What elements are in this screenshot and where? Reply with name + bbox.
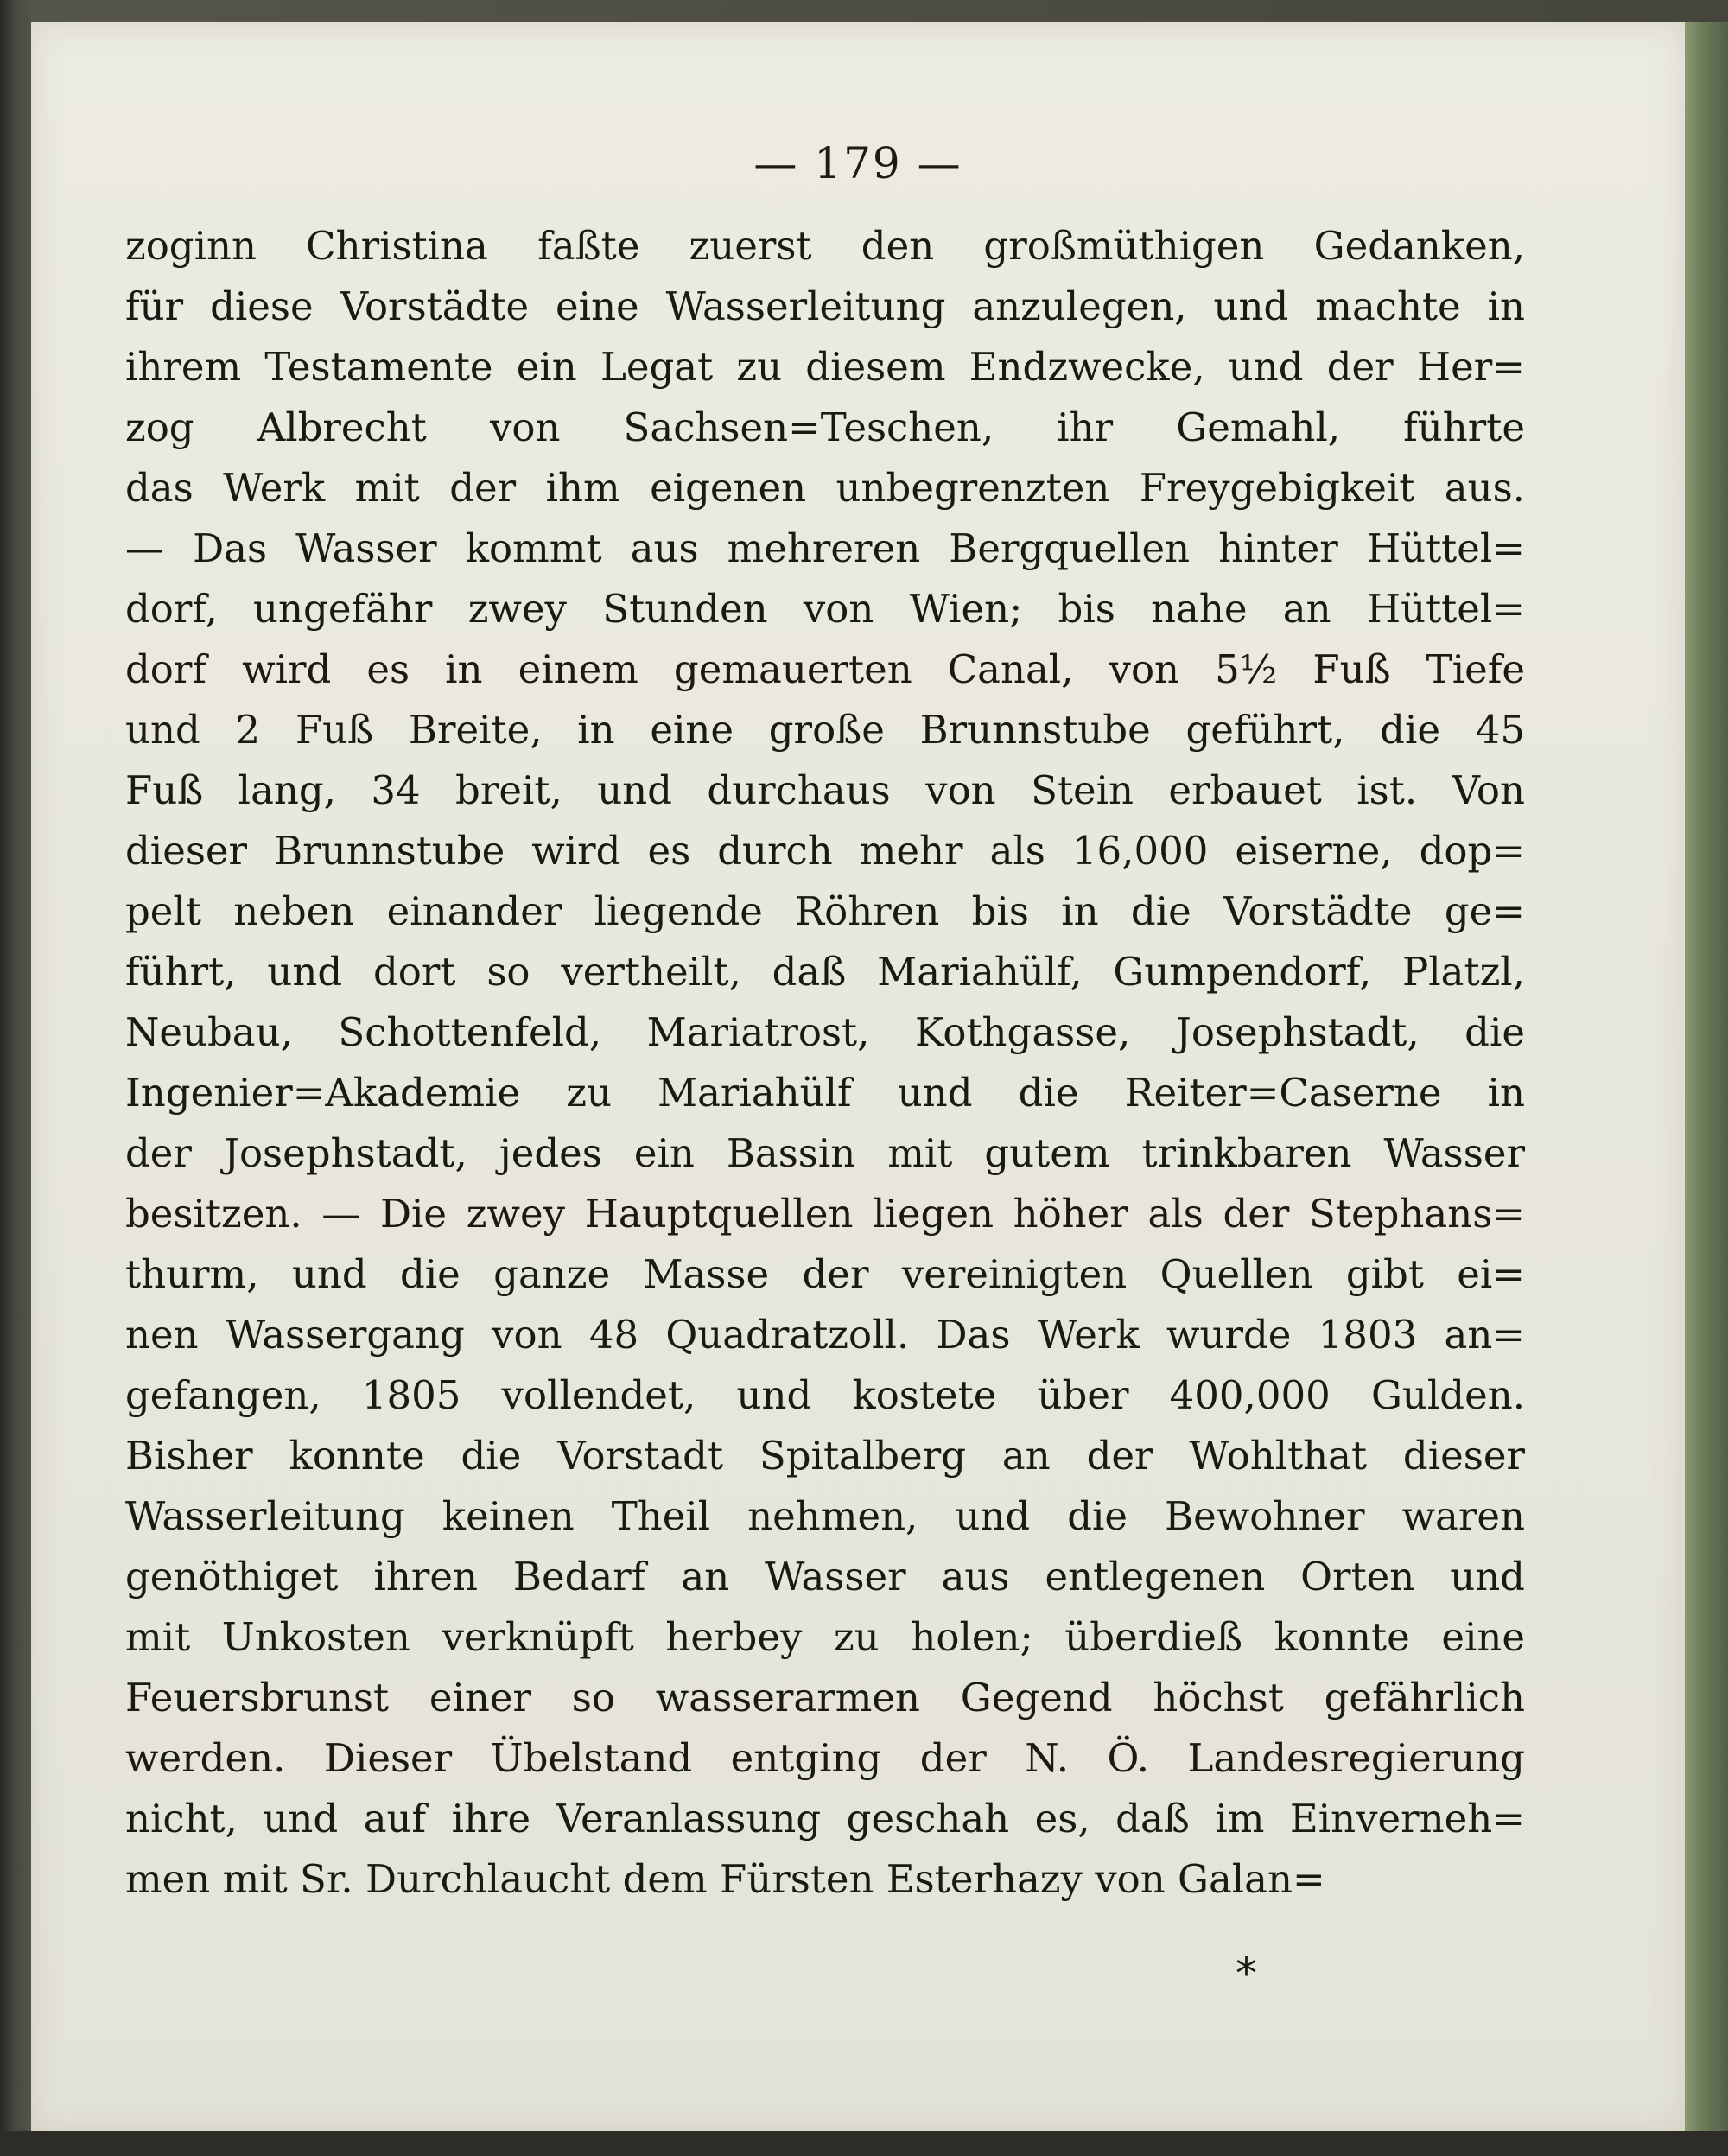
text-line: ihrem Testamente ein Legat zu diesem Endzwecke, und der Her= — [125, 344, 1525, 390]
book-edge — [1685, 22, 1728, 2131]
text-line: für diese Vorstädte eine Wasserleitung anzulegen, und machte in — [125, 283, 1525, 329]
text-line: und 2 Fuß Breite, in eine große Brunnstube geführt, die 45 — [125, 707, 1525, 753]
text-line: — Das Wasser kommt aus mehreren Bergquellen hinter Hüttel= — [125, 525, 1525, 571]
text-line: besitzen. — Die zwey Hauptquellen liegen höher als der Stephans= — [125, 1191, 1525, 1237]
text-line: dorf wird es in einem gemauerten Canal, von 5½ Fuß Tiefe — [125, 646, 1525, 692]
text-line: werden. Dieser Übelstand entging der N. Ö. Landesregierung — [125, 1735, 1525, 1781]
text-line: nen Wassergang von 48 Quadratzoll. Das Werk wurde 1803 an= — [125, 1312, 1525, 1358]
signature-mark: * — [1236, 1949, 1257, 1999]
text-line: dieser Brunnstube wird es durch mehr als 16,000 eiserne, dop= — [125, 828, 1525, 874]
text-line: zog Albrecht von Sachsen=Teschen, ihr Gemahl, führte — [125, 404, 1525, 450]
text-line: Feuersbrunst einer so wasserarmen Gegend höchst gefährlich — [125, 1675, 1525, 1720]
text-line: führt, und dort so vertheilt, daß Mariahülf, Gumpendorf, Platzl, — [125, 949, 1525, 995]
text-line: Ingenier=Akademie zu Mariahülf und die Reiter=Caserne in — [125, 1070, 1525, 1116]
body-text — [125, 216, 1525, 1910]
text-line: Bisher konnte die Vorstadt Spitalberg an der Wohlthat dieser — [125, 1433, 1525, 1479]
text-line: thurm, und die ganze Masse der vereinigten Quellen gibt ei= — [125, 1251, 1525, 1297]
text-line: pelt neben einander liegende Röhren bis in die Vorstädte ge= — [125, 888, 1525, 934]
text-line: der Josephstadt, jedes ein Bassin mit gutem trinkbaren Wasser — [125, 1130, 1525, 1176]
text-line: men mit Sr. Durchlaucht dem Fürsten Esterhazy von Galan= — [125, 1856, 1325, 1902]
text-line: nicht, und auf ihre Veranlassung geschah es, daß im Einverneh= — [125, 1796, 1525, 1841]
text-line: das Werk mit der ihm eigenen unbegrenzten Freygebigkeit aus. — [125, 465, 1525, 511]
scan-bottom-border — [0, 2131, 1728, 2156]
text-line: Neubau, Schottenfeld, Mariatrost, Kothgasse, Josephstadt, die — [125, 1009, 1525, 1055]
text-line: gefangen, 1805 vollendet, und kostete über 400,000 Gulden. — [125, 1372, 1525, 1418]
text-line: genöthiget ihren Bedarf an Wasser aus entlegenen Orten und — [125, 1554, 1525, 1600]
text-line: mit Unkosten verknüpft herbey zu holen; überdieß konnte eine — [125, 1614, 1525, 1660]
text-line: dorf, ungefähr zwey Stunden von Wien; bis nahe an Hüttel= — [125, 586, 1525, 632]
text-line: zoginn Christina faßte zuerst den großmüthigen Gedanken, — [125, 223, 1525, 269]
text-line: Fuß lang, 34 breit, und durchaus von Stein erbauet ist. Von — [125, 767, 1525, 813]
text-line: Wasserleitung keinen Theil nehmen, und die Bewohner waren — [125, 1493, 1525, 1539]
page-number-header: — 179 — — [753, 138, 962, 188]
